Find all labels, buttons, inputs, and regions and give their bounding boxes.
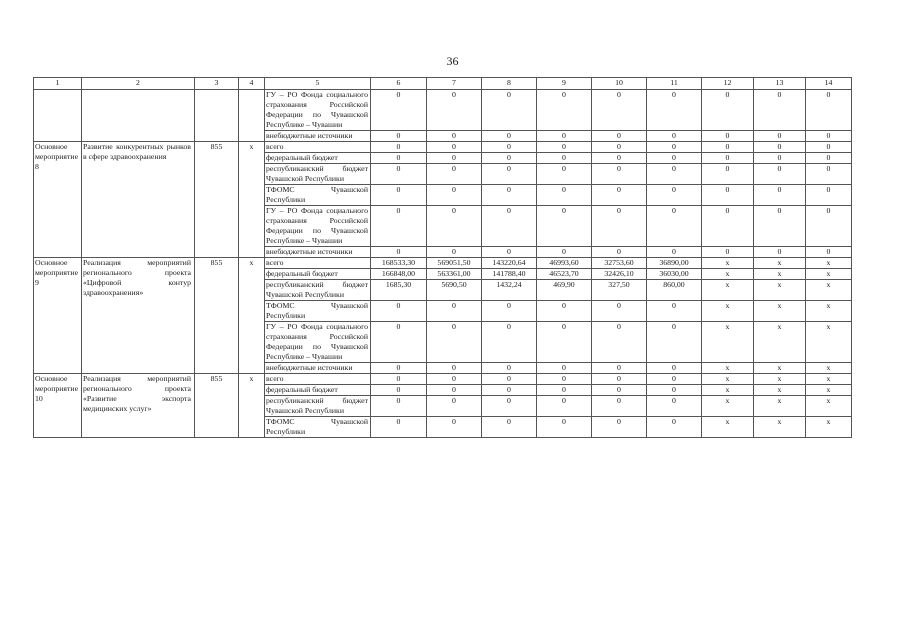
value-cell: х <box>754 385 806 396</box>
value-cell: 0 <box>592 417 647 438</box>
column-header: 11 <box>647 78 702 90</box>
value-cell: 46993,60 <box>537 258 592 269</box>
page-number: 36 <box>446 54 459 68</box>
value-cell: 0 <box>592 363 647 374</box>
funding-source-cell: внебюджетные источники <box>265 363 371 374</box>
value-cell: 0 <box>537 322 592 363</box>
code-cell: х <box>239 258 265 374</box>
value-cell: х <box>702 417 754 438</box>
value-cell: 0 <box>592 185 647 206</box>
funding-source-cell: федеральный бюджет <box>265 385 371 396</box>
value-cell: 0 <box>427 164 482 185</box>
value-cell: х <box>806 269 852 280</box>
value-cell: 0 <box>647 247 702 258</box>
value-cell: х <box>754 301 806 322</box>
value-cell: 0 <box>371 153 427 164</box>
value-cell: 0 <box>754 164 806 185</box>
value-cell: 0 <box>482 131 537 142</box>
value-cell: 0 <box>702 206 754 247</box>
value-cell: 0 <box>482 164 537 185</box>
table-row <box>34 90 852 131</box>
value-cell: 0 <box>371 322 427 363</box>
value-cell: 327,50 <box>592 280 647 301</box>
column-header: 10 <box>592 78 647 90</box>
value-cell: 0 <box>754 90 806 131</box>
event-cell: Основное мероприятие 8 <box>34 142 82 258</box>
event-cell: Основное мероприятие 9 <box>34 258 82 374</box>
value-cell: 0 <box>647 374 702 385</box>
value-cell: 0 <box>427 142 482 153</box>
value-cell: х <box>702 322 754 363</box>
value-cell: 0 <box>482 90 537 131</box>
code-cell: х <box>239 374 265 438</box>
value-cell: 0 <box>592 142 647 153</box>
value-cell: х <box>754 322 806 363</box>
value-cell: 0 <box>806 206 852 247</box>
funding-source-cell: всего <box>265 374 371 385</box>
value-cell: 0 <box>647 164 702 185</box>
code-cell: х <box>239 142 265 258</box>
column-header: 6 <box>371 78 427 90</box>
value-cell: 0 <box>754 185 806 206</box>
value-cell: 0 <box>754 142 806 153</box>
value-cell: 0 <box>592 385 647 396</box>
value-cell: х <box>754 258 806 269</box>
value-cell: х <box>702 301 754 322</box>
value-cell: 0 <box>702 164 754 185</box>
value-cell: х <box>754 363 806 374</box>
value-cell: 0 <box>537 153 592 164</box>
funding-source-cell: федеральный бюджет <box>265 269 371 280</box>
value-cell: 0 <box>427 153 482 164</box>
value-cell: 1685,30 <box>371 280 427 301</box>
value-cell: 1432,24 <box>482 280 537 301</box>
budget-table <box>33 77 852 438</box>
event-name-cell: Реализация мероприятий регионального проекта «Цифровой контур здравоохранения» <box>82 258 195 374</box>
value-cell: 5690,50 <box>427 280 482 301</box>
value-cell: 0 <box>806 142 852 153</box>
value-cell: 0 <box>647 90 702 131</box>
value-cell: 0 <box>647 417 702 438</box>
value-cell: 0 <box>371 142 427 153</box>
value-cell: 0 <box>647 301 702 322</box>
value-cell: 0 <box>482 301 537 322</box>
funding-source-cell: ГУ – РО Фонда социального страхования Российской Федерации по Чувашской Республике – Чувашии <box>265 206 371 247</box>
value-cell: 0 <box>537 301 592 322</box>
value-cell: 0 <box>482 374 537 385</box>
value-cell: 0 <box>537 374 592 385</box>
value-cell: 0 <box>482 142 537 153</box>
column-header: 12 <box>702 78 754 90</box>
value-cell: х <box>806 301 852 322</box>
value-cell: 0 <box>427 363 482 374</box>
value-cell: 32753,60 <box>592 258 647 269</box>
column-header: 2 <box>82 78 195 90</box>
event-name-cell: Развитие конкурентных рынков в сфере здравоохранения <box>82 142 195 258</box>
value-cell: х <box>806 396 852 417</box>
funding-source-cell: федеральный бюджет <box>265 153 371 164</box>
value-cell: 0 <box>427 247 482 258</box>
value-cell: 0 <box>427 131 482 142</box>
value-cell: 0 <box>592 90 647 131</box>
value-cell: х <box>702 280 754 301</box>
value-cell: х <box>754 269 806 280</box>
value-cell: 0 <box>806 131 852 142</box>
value-cell: 860,00 <box>647 280 702 301</box>
value-cell: 0 <box>754 153 806 164</box>
value-cell: 0 <box>754 206 806 247</box>
value-cell: 0 <box>371 374 427 385</box>
value-cell: 0 <box>371 385 427 396</box>
value-cell: х <box>702 363 754 374</box>
value-cell: 0 <box>702 153 754 164</box>
column-header: 9 <box>537 78 592 90</box>
value-cell: х <box>702 258 754 269</box>
value-cell: 141788,40 <box>482 269 537 280</box>
value-cell: 469,90 <box>537 280 592 301</box>
column-header: 8 <box>482 78 537 90</box>
event-cell <box>34 90 82 142</box>
value-cell: 0 <box>592 153 647 164</box>
value-cell: 0 <box>592 301 647 322</box>
value-cell: 0 <box>647 385 702 396</box>
value-cell: 0 <box>537 131 592 142</box>
value-cell: 36890,00 <box>647 258 702 269</box>
grbs-cell <box>195 90 239 142</box>
funding-source-cell: республиканский бюджет Чувашской Республики <box>265 396 371 417</box>
value-cell: 166848,00 <box>371 269 427 280</box>
value-cell: 0 <box>482 417 537 438</box>
value-cell: 0 <box>702 247 754 258</box>
value-cell: х <box>754 374 806 385</box>
value-cell: 0 <box>371 185 427 206</box>
value-cell: 0 <box>647 131 702 142</box>
value-cell: х <box>754 280 806 301</box>
value-cell: 0 <box>702 185 754 206</box>
value-cell: 0 <box>592 247 647 258</box>
funding-source-cell: внебюджетные источники <box>265 247 371 258</box>
funding-source-cell: всего <box>265 142 371 153</box>
column-header: 1 <box>34 78 82 90</box>
value-cell: 36030,00 <box>647 269 702 280</box>
value-cell: 563361,00 <box>427 269 482 280</box>
table-body <box>34 90 852 438</box>
value-cell: х <box>806 258 852 269</box>
value-cell: 0 <box>537 185 592 206</box>
value-cell: 0 <box>537 385 592 396</box>
column-header: 5 <box>265 78 371 90</box>
value-cell: 0 <box>371 247 427 258</box>
value-cell: х <box>754 417 806 438</box>
value-cell: 0 <box>647 206 702 247</box>
table-row <box>34 374 852 385</box>
value-cell: 0 <box>371 396 427 417</box>
value-cell: 0 <box>427 417 482 438</box>
funding-source-cell: внебюджетные источники <box>265 131 371 142</box>
value-cell: 0 <box>427 396 482 417</box>
value-cell: 0 <box>754 247 806 258</box>
funding-source-cell: всего <box>265 258 371 269</box>
value-cell: 32426,10 <box>592 269 647 280</box>
value-cell: 0 <box>754 131 806 142</box>
value-cell: 0 <box>806 247 852 258</box>
value-cell: 0 <box>702 131 754 142</box>
value-cell: 0 <box>647 396 702 417</box>
value-cell: 0 <box>482 185 537 206</box>
grbs-cell: 855 <box>195 374 239 438</box>
value-cell: 0 <box>427 185 482 206</box>
value-cell: 0 <box>537 396 592 417</box>
value-cell: 0 <box>427 301 482 322</box>
value-cell: х <box>754 396 806 417</box>
table-row <box>34 142 852 153</box>
value-cell: х <box>806 363 852 374</box>
funding-source-cell: республиканский бюджет Чувашской Республики <box>265 164 371 185</box>
value-cell: 0 <box>702 90 754 131</box>
value-cell: х <box>806 280 852 301</box>
value-cell: 0 <box>537 247 592 258</box>
grbs-cell: 855 <box>195 142 239 258</box>
funding-source-cell: ТФОМС Чувашской Республики <box>265 185 371 206</box>
value-cell: 0 <box>592 164 647 185</box>
value-cell: 0 <box>482 385 537 396</box>
value-cell: 0 <box>427 206 482 247</box>
value-cell: 0 <box>592 322 647 363</box>
value-cell: 0 <box>592 396 647 417</box>
value-cell: 0 <box>371 131 427 142</box>
value-cell: 0 <box>537 206 592 247</box>
value-cell: 143220,64 <box>482 258 537 269</box>
value-cell: 0 <box>482 322 537 363</box>
value-cell: х <box>806 322 852 363</box>
column-header: 14 <box>806 78 852 90</box>
value-cell: 0 <box>482 363 537 374</box>
value-cell: 0 <box>806 185 852 206</box>
value-cell: 0 <box>647 153 702 164</box>
value-cell: 168533,30 <box>371 258 427 269</box>
value-cell: 0 <box>592 131 647 142</box>
value-cell: 569051,50 <box>427 258 482 269</box>
table-row <box>34 258 852 269</box>
column-header: 13 <box>754 78 806 90</box>
value-cell: 0 <box>371 363 427 374</box>
value-cell: 0 <box>647 363 702 374</box>
value-cell: х <box>702 269 754 280</box>
value-cell: 0 <box>482 153 537 164</box>
value-cell: 0 <box>647 185 702 206</box>
funding-source-cell: республиканский бюджет Чувашской Республики <box>265 280 371 301</box>
value-cell: 0 <box>371 206 427 247</box>
value-cell: 0 <box>371 417 427 438</box>
value-cell: 0 <box>427 374 482 385</box>
value-cell: 0 <box>427 322 482 363</box>
value-cell: 0 <box>592 206 647 247</box>
value-cell: 0 <box>806 90 852 131</box>
grbs-cell: 855 <box>195 258 239 374</box>
value-cell: х <box>806 417 852 438</box>
value-cell: 0 <box>371 164 427 185</box>
value-cell: х <box>806 374 852 385</box>
value-cell: 0 <box>482 247 537 258</box>
value-cell: х <box>806 385 852 396</box>
column-header: 7 <box>427 78 482 90</box>
value-cell: 46523,70 <box>537 269 592 280</box>
value-cell: 0 <box>537 142 592 153</box>
value-cell: 0 <box>482 396 537 417</box>
value-cell: х <box>702 374 754 385</box>
funding-source-cell: ТФОМС Чувашской Республики <box>265 301 371 322</box>
column-header: 3 <box>195 78 239 90</box>
value-cell: 0 <box>806 153 852 164</box>
value-cell: 0 <box>482 206 537 247</box>
value-cell: 0 <box>537 363 592 374</box>
event-name-cell <box>82 90 195 142</box>
value-cell: 0 <box>806 164 852 185</box>
funding-source-cell: ТФОМС Чувашской Республики <box>265 417 371 438</box>
column-header: 4 <box>239 78 265 90</box>
event-name-cell: Реализация мероприятий регионального проекта «Развитие экспорта медицинских услуг» <box>82 374 195 438</box>
value-cell: 0 <box>702 142 754 153</box>
value-cell: х <box>702 396 754 417</box>
code-cell <box>239 90 265 142</box>
value-cell: 0 <box>371 301 427 322</box>
value-cell: 0 <box>647 322 702 363</box>
value-cell: 0 <box>427 385 482 396</box>
value-cell: 0 <box>647 142 702 153</box>
value-cell: 0 <box>592 374 647 385</box>
value-cell: 0 <box>371 90 427 131</box>
funding-source-cell: ГУ – РО Фонда социального страхования Российской Федерации по Чувашской Республике – Чувашии <box>265 90 371 131</box>
value-cell: 0 <box>427 90 482 131</box>
funding-source-cell: ГУ – РО Фонда социального страхования Российской Федерации по Чувашской Республике – Чувашии <box>265 322 371 363</box>
value-cell: 0 <box>537 417 592 438</box>
value-cell: 0 <box>537 164 592 185</box>
value-cell: х <box>702 385 754 396</box>
header-row <box>34 78 852 90</box>
event-cell: Основное мероприятие 10 <box>34 374 82 438</box>
value-cell: 0 <box>537 90 592 131</box>
